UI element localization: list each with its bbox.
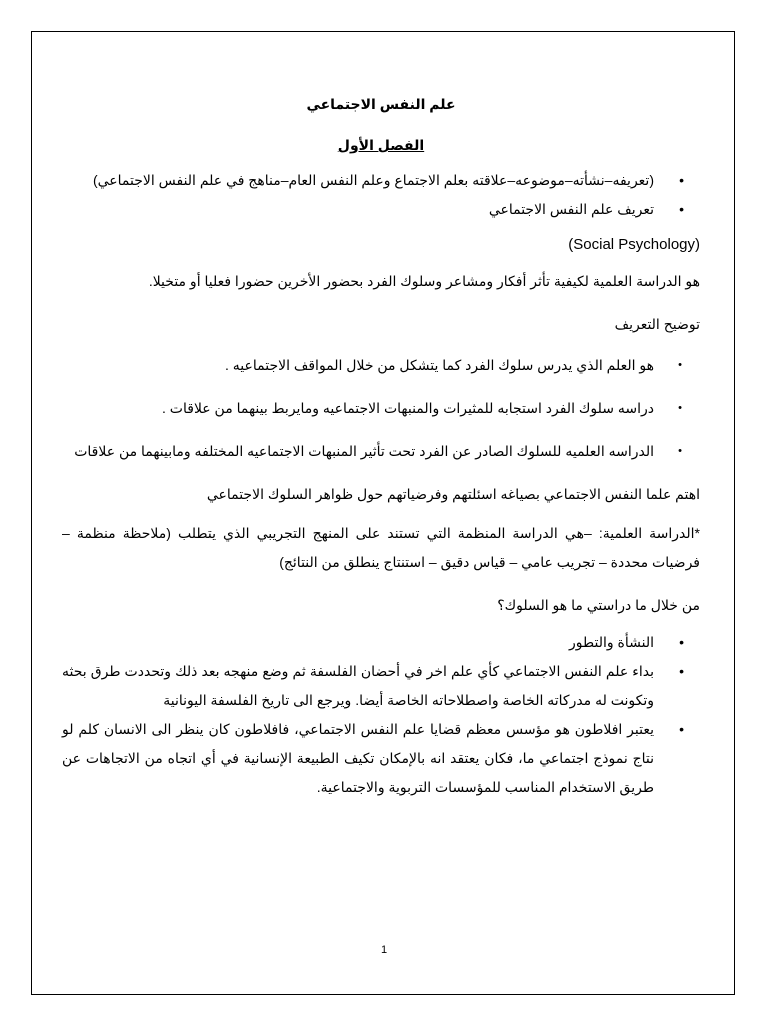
list-item: • دراسه سلوك الفرد استجابه للمثيرات والمنبهات الاجتماعيه ومايربط بينهما من علاقات . <box>62 394 700 423</box>
history-bullet-list <box>62 628 700 802</box>
list-item: • يعتبر افلاطون هو مؤسس معظم قضايا علم النفس الاجتماعي، فافلاطون كان ينظر الى الانسان كلم لو نتاج نموذج اجتماعي ما، فكان يعتقد انه بالإمكان تكيف الطبيعة الإنسانية في أي اتجاه من الاتجاهات عن طريق الاستخدام المناسب للمؤسسات التربوية والاجتماعية. <box>62 715 700 802</box>
list-item: • (تعريفه–نشأته–موضوعه–علاقته بعلم الاجتماع وعلم النفس العام–مناهج في علم النفس الاجتماعي) <box>62 166 700 195</box>
scholars-interest-paragraph: اهتم علما النفس الاجتماعي بصياغه اسئلتهم وفرضياتهم حول ظواهر السلوك الاجتماعي <box>206 486 700 502</box>
clarification-heading: توضيح التعريف <box>614 316 700 332</box>
scientific-study-paragraph: *الدراسة العلمية: –هي الدراسة المنظمة التي تستند على المنهج التجريبي الذي يتطلب (ملاحظة منظمة – فرضيات محددة – تجريب عامي – قياس دقيق – استنتاج ينطلق من النتائج) <box>62 525 700 570</box>
list-item: • بداء علم النفس الاجتماعي كأي علم اخر في أحضان الفلسفة ثم وضع منهجه بعد ذلك وتحددت طرق بحثه وتكونت له مدركاته الخاصة واصطلاحاته الخاصة أيضا. ويرجع الى تاريخ الفلسفة اليونانية <box>62 657 700 715</box>
list-item: • هو العلم الذي يدرس سلوك الفرد كما يتشكل من خلال المواقف الاجتماعيه . <box>62 351 700 380</box>
document-title: علم النفس الاجتماعي <box>306 96 456 112</box>
clarification-list <box>62 351 700 466</box>
list-item: • النشأة والتطور <box>62 628 700 657</box>
definition-paragraph: هو الدراسة العلمية لكيفية تأثر أفكار ومشاعر وسلوك الفرد بحضور الأخرين حضورا فعليا أو متخيلا. <box>148 273 700 289</box>
chapter-heading: الفصل الأول <box>337 137 425 153</box>
list-item: • الدراسه العلميه للسلوك الصادر عن الفرد تحت تأثير المنبهات الاجتماعيه المختلفه ومابينهما من علاقات <box>62 437 700 466</box>
intro-bullet-list <box>62 166 700 224</box>
list-item: • تعريف علم النفس الاجتماعي <box>62 195 700 224</box>
document-body <box>62 90 700 802</box>
behavior-question: من خلال ما دراستي ما هو السلوك؟ <box>497 597 700 613</box>
english-term: (Social Psychology) <box>568 236 700 253</box>
page-number: 1 <box>380 944 388 956</box>
